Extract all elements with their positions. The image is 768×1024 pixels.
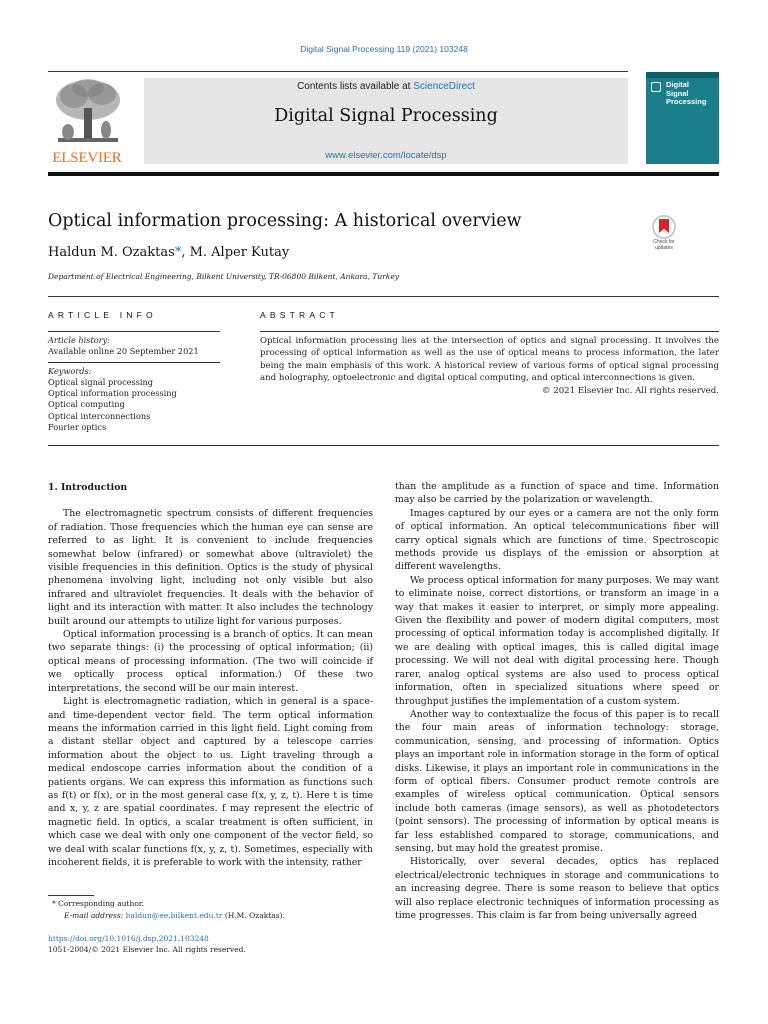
footnote-mark: * [52,899,56,908]
cover-emblem-icon [651,82,661,92]
footnote-email [64,911,285,920]
body-paragraph: than the amplitude as a function of space and time. Information may also be carried by the polarization or wavelength. [395,481,719,506]
article-info-heading: ARTICLE INFO [48,310,157,320]
keyword[interactable]: Optical interconnections [48,410,151,421]
keyword[interactable]: Optical signal processing [48,377,154,387]
contents-prefix: Contents lists available at [297,81,414,92]
body-paragraph: The electromagnetic spectrum consists of different frequencies of radiation. Those frequencies which the human eye can sense are referred to as light. It is convenient to include frequencies somewhat below (infrared) or somewhat above (ultraviolet) the visible frequencies in this definition. Optics is the study of physical phenomena involving light, including not only visible but also infrared and ultraviolet frequencies. It deals with the behavior of light and its interaction with matter. It also includes the technology built around our attempts to utilize light for various purposes. [48,508,373,627]
contents-availability [144,81,628,92]
crossmark-label [646,239,682,251]
abstract-rule [260,331,719,332]
body-paragraph: Optical information processing is a branch of optics. It can mean two separate things: (i) the processing of optical information; (ii) optical means of processing information. (The two will coincide if we optically process optical information.) Of these two interpretations, the second will be our main interest. [48,629,373,694]
body-paragraph: Light is electromagnetic radiation, which in general is a space- and time-dependent vector field. The term optical information means the information carried in this light field. Light coming from a distant stellar object and captured by a telescope carries information about the object to us. Light traveling through a medical endoscope carries information about the condition of a patients organs. We can express this information as functions such as f(t) or f(x), or in the most general case f(x, y, z, t). Here t is time and x, y, z are spatial coordinates. f may represent the electric of magnetic field. In optics, a scalar treatment is often sufficient, in which case we deal with only one component of the vector field, so we deal with scalar functions f(x, y, z, t). Sometimes, especially with incoherent fields, it is preferable to work with the intensity, rather [48,696,373,868]
keywords-label: Keywords: [48,366,92,376]
crossmark-label-line: updates [655,245,673,251]
body-paragraph: We process optical information for many purposes. We may want to eliminate noise, correct distortions, or transform an image in a way that makes it easier to interpret, or simply more appealing. Given the flexibility and power of modern digital computers, most processing of optical information today is accomplished digitally. If we are dealing with optical images, this is called digital image processing. We will not deal with digital processing here. Though rarer, analog optical systems are also used to process optical information, often in specialized situations where speed or throughput justifies the implementation of a custom system. [395,574,719,707]
keywords-list [48,377,220,433]
issn-line: 1051-2004/© 2021 Elsevier Inc. All rights reserved. [48,945,246,954]
section-heading: 1. Introduction [48,482,128,493]
header-bottom-rule [48,172,719,176]
cover-top-strip [646,72,719,78]
abstract-copyright: © 2021 Elsevier Inc. All rights reserved. [541,385,719,396]
article-title: Optical information processing: A historical overview [48,211,522,231]
history-label: Article history: [48,335,110,345]
author-name[interactable]: Haldun M. Ozaktas [48,245,175,260]
cover-title-line: Digital [666,80,689,89]
journal-cover-thumbnail[interactable] [646,72,719,164]
abstract-bottom-rule [48,445,719,446]
abstract-text: Optical information processing lies at the intersection of optics and signal processing. It involves the processing of optical information as well as the use of optical means to process information, the later being the main emphasis of this work. A historical review of various forms of optical signal processing and holography, optoelectronic and digital optical computing, and optical interconnections is given. [260,336,719,384]
info-rule [48,362,220,363]
abstract-heading: ABSTRACT [260,310,339,320]
cover-title-line: Processing [666,97,707,106]
check-for-updates-badge[interactable] [646,215,682,253]
body-column-right [395,480,719,922]
email-link[interactable]: haldun@ee.bilkent.edu.tr [125,911,223,920]
corresponding-author-mark[interactable]: * [174,245,182,260]
article-info-panel [48,331,220,433]
abstract-body [260,335,719,397]
journal-masthead [144,78,628,164]
sciencedirect-link[interactable]: ScienceDirect [413,81,475,92]
front-matter-rule [48,296,719,297]
body-paragraph: Historically, over several decades, optics has replaced electrical/electronic techniques in storage and communications to an increasing degree. There is some reason to believe that optics will also replace electronic techniques of information processing as time progresses. This claim is far from being universally agreed [395,856,719,921]
keyword[interactable]: Fourier optics [48,421,107,432]
header-top-rule [48,71,628,72]
journal-reference[interactable]: Digital Signal Processing 119 (2021) 103248 [300,44,468,54]
body-paragraph: Images captured by our eyes or a camera are not the only form of optical information. An optical telecommunications fiber will carry optical signals which are functions of time. Spectroscopic methods provide us displays of the emission or absorption at different wavelengths. [395,507,719,573]
keyword[interactable]: Optical information processing [48,388,177,399]
email-suffix: (H.M. Ozaktas). [222,911,285,920]
history-value: Available online 20 September 2021 [48,346,199,356]
journal-url-link[interactable]: www.elsevier.com/locate/dsp [325,150,447,161]
keyword[interactable]: Optical computing [48,399,125,410]
footnote-rule [48,895,94,896]
footnote-corresponding [52,899,144,908]
affiliation: Department of Electrical Engineering, Bilkent University, TR-06800 Bilkent, Ankara, Turkey [48,272,399,281]
crossmark-label-line: Check for [653,239,675,245]
elsevier-tree-icon [48,78,128,148]
journal-title: Digital Signal Processing [274,106,498,126]
info-rule [48,331,220,332]
body-paragraph: Another way to contextualize the focus of this paper is to recall the four main areas of information technology: storage, communication, sensing, and processing of information. Optics plays an important role in information storage in the form of optical disks. Likewise, it plays an important role in communications in the form of optical fibers. Consumer product remote controls are examples of wireless optical communication. Optical sensors include both cameras (image sensors), as well as photodetectors (point sensors). The processing of information by optical means is far less established compared to storage, communications, and sensing, but may hold the greatest promise. [395,708,719,854]
author-name[interactable]: , M. Alper Kutay [181,245,290,260]
cover-title [666,81,718,107]
cover-title-line: Signal [666,88,689,98]
email-label: E-mail address: [64,911,124,920]
elsevier-logo [48,78,128,166]
elsevier-wordmark: ELSEVIER [52,150,122,166]
body-column-left [48,480,373,869]
doi-link[interactable]: https://doi.org/10.1016/j.dsp.2021.103248 [48,934,209,943]
footnote-text: Corresponding author. [58,899,145,908]
author-list [48,245,289,260]
